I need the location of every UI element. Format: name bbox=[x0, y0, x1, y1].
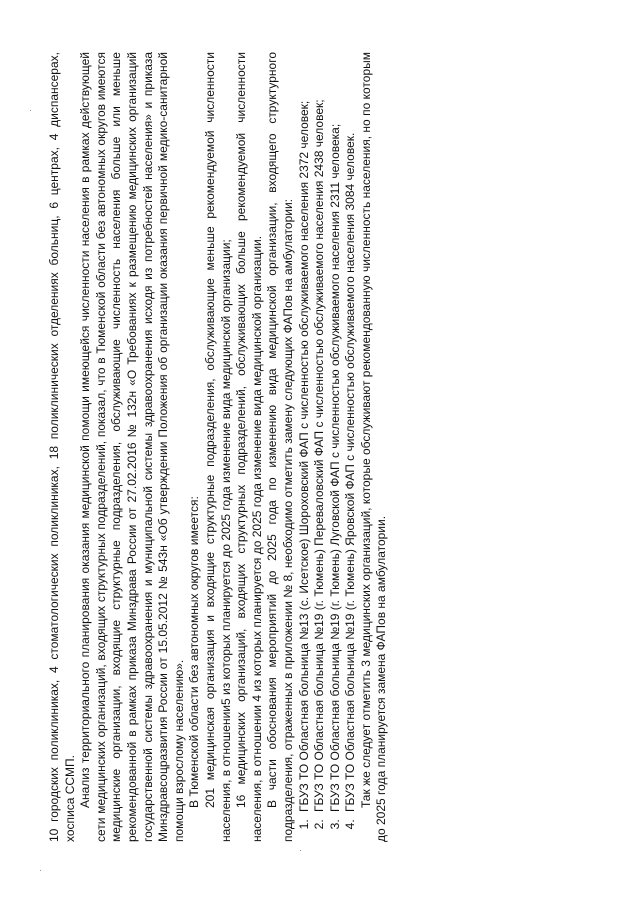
paragraph-intro: 10 городских поликлиниках, 4 стоматологических поликлиниках, 18 поликлинических отделениях больниц, 6 центрах, 4 диспансерах, хосписа ССМП. bbox=[47, 52, 77, 842]
rotated-document-body bbox=[47, 52, 390, 842]
paragraph-measures: В части обоснования мероприятий до 2025 года по изменению вида медицинской организации, входящего структурного подразделения, отраженных в приложении № 8, необходимо отметить замену следующих ФАПов на амбулатории: bbox=[265, 52, 295, 842]
paragraph-region-summary: В Тюменской области без автономных округов имеется: bbox=[187, 496, 202, 808]
list-item: 2. ГБУЗ ТО Областная больница №19 (г. Тюмень) Переваловский ФАП с численностью обслуживаемого населения 2438 человек; bbox=[312, 52, 328, 816]
list-item: 1. ГБУЗ ТО Областная больница №13 (с. Исетское) Шороховский ФАП с численностью обслуживаемого населения 2372 человек; bbox=[297, 52, 313, 816]
list-item: 4. ГБУЗ ТО Областная больница №19 (г. Тюмень) Яровской ФАП с численностью обслуживаемого населения 3084 человек. bbox=[343, 52, 359, 816]
scan-speck bbox=[30, 110, 31, 111]
list-item: 3. ГБУЗ ТО Областная больница №19 (г. Тюмень) Луговской ФАП с численностью обслуживаемого населения 2311 человека; bbox=[328, 52, 344, 816]
paragraph-oversized-orgs: 16 медицинских организаций, входящих структурных подразделений, обслуживающих больше рекомендуемой численности населения, в отношении 4 из которых планируется до 2025 года изменение вида медицинской организации. bbox=[234, 52, 264, 842]
fap-replacement-list bbox=[297, 52, 359, 842]
scan-speck bbox=[40, 870, 41, 871]
paragraph-undersized-orgs: 201 медицинская организация и входящие структурные подразделения, обслуживающие меньше рекомендуемой численности населения, в отношении5 из которых планируется до 2025 года изменение вида медицинской организации; bbox=[202, 52, 233, 842]
paragraph-closing: Так же следует отметить 3 медицинских организаций, которые обслуживают рекомендованную численность населения, но по которым до 2025 года планируется замена ФАПов на амбулатории. bbox=[358, 52, 389, 842]
scan-speck bbox=[300, 850, 301, 851]
paragraph-analysis: Анализ территориального планирования оказания медицинской помощи имеющейся численности населения в рамках действующей сети медицинских организаций, входящих структурных подразделений, показал, что в Тюменской области без автономных округов имеются медицинские организации, входящие структурные подразделения, обслуживающие численность населения больше или меньше рекомендованной в рамках приказа Минздрава России от 27.02.2016 № 132н «О Требованиях к размещению медицинских организаций государственной системы здравоохранения и муниципальной системы здравоохранения исходя из потребностей населения» и приказа Минздравсоцразвития России от 15.05.2012 № 543н «Об утверждении Положения об организации оказания первичной медико-санитарной помощи взрослому населению». bbox=[78, 52, 186, 842]
